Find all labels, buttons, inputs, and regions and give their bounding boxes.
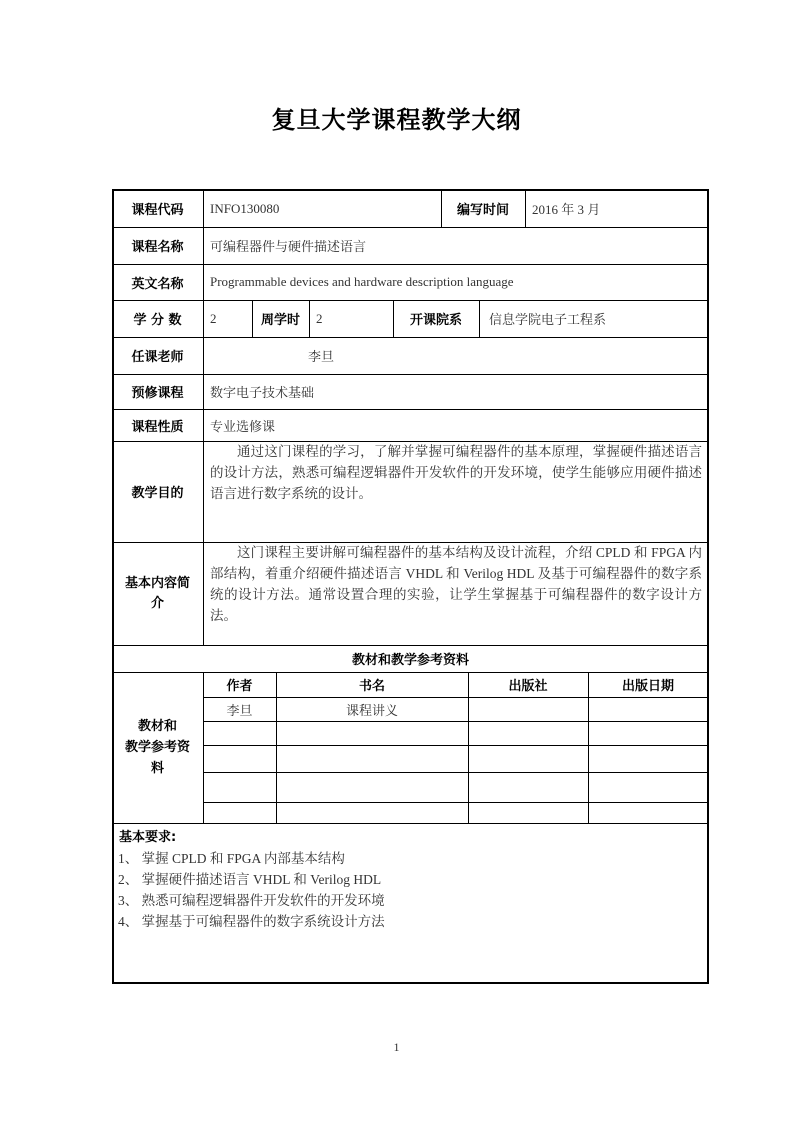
prerequisite-value: 数字电子技术基础 bbox=[210, 385, 315, 400]
ref-author-cell: 李旦 bbox=[226, 702, 253, 718]
date-label: 编写时间 bbox=[456, 203, 509, 218]
content-label bbox=[112, 542, 203, 645]
divider bbox=[112, 823, 709, 824]
column-author: 作者 bbox=[226, 679, 253, 694]
page-number: 1 bbox=[393, 1040, 400, 1054]
date-value: 2016 年 3 月 bbox=[532, 202, 601, 217]
document-title: 复旦大学课程教学大纲 bbox=[271, 106, 522, 134]
prerequisite-label: 预修课程 bbox=[131, 386, 184, 401]
requirement-item: 2、 掌握硬件描述语言 VHDL 和 Verilog HDL bbox=[118, 872, 382, 887]
credit-value: 2 bbox=[210, 310, 217, 326]
english-name-label: 英文名称 bbox=[131, 276, 184, 292]
column-publisher: 出版社 bbox=[508, 679, 548, 694]
requirements-title: 基本要求: bbox=[119, 830, 177, 845]
credit-label: 学 分 数 bbox=[133, 313, 182, 328]
english-name-value: Programmable devices and hardware description language bbox=[210, 274, 514, 289]
teacher-label: 任课老师 bbox=[131, 350, 184, 365]
objective-text: 通过这门课程的学习，了解并掌握可编程器件的基本原理，掌握硬件描述语言的设计方法，熟悉可编程逻辑器件开发软件的开发环境，使学生能够应用硬件描述语言进行数字系统的设计。 bbox=[210, 444, 702, 501]
side-label-line1: 教材和 bbox=[137, 719, 177, 734]
requirement-item: 3、 熟悉可编程逻辑器件开发软件的开发环境 bbox=[118, 893, 385, 908]
course-name-label: 课程名称 bbox=[131, 240, 184, 255]
ref-publisher-cell bbox=[468, 697, 588, 721]
objective-label: 教学目的 bbox=[131, 486, 184, 501]
divider bbox=[203, 745, 709, 746]
column-title: 书名 bbox=[358, 679, 385, 694]
department-value: 信息学院电子工程系 bbox=[489, 312, 607, 327]
requirement-item: 1、 掌握 CPLD 和 FPGA 内部基本结构 bbox=[118, 851, 345, 866]
course-name-value: 可编程器件与硬件描述语言 bbox=[210, 239, 367, 254]
weekly-hours-value: 2 bbox=[316, 310, 323, 326]
content-label-line1: 基本内容简 bbox=[124, 575, 190, 591]
content-label-line2: 介 bbox=[150, 595, 164, 611]
side-label-line3: 料 bbox=[150, 761, 164, 776]
course-code-label: 课程代码 bbox=[131, 203, 184, 218]
references-section-title: 教材和教学参考资料 bbox=[351, 653, 469, 668]
divider bbox=[203, 802, 709, 803]
teacher-value: 李旦 bbox=[308, 349, 335, 364]
department-label: 开课院系 bbox=[409, 313, 462, 328]
weekly-hours-label: 周学时 bbox=[260, 313, 300, 328]
content-text: 这门课程主要讲解可编程器件的基本结构及设计流程，介绍 CPLD 和 FPGA 内部结构，着重介绍硬件描述语言 VHDL 和 Verilog HDL 及基于可编程器件的数字系统的设计方法。通常设置合理的实验，让学生掌握基于可编程器件的数字设计方法。 bbox=[210, 545, 702, 623]
side-label-line2: 教学参考资 bbox=[124, 740, 190, 755]
ref-date-cell bbox=[588, 697, 708, 721]
course-code-value: INFO130080 bbox=[210, 200, 280, 216]
references-side-label bbox=[112, 672, 203, 823]
divider bbox=[203, 772, 709, 773]
course-type-label: 课程性质 bbox=[131, 419, 184, 435]
column-publish-date: 出版日期 bbox=[621, 679, 674, 694]
ref-title-cell: 课程讲义 bbox=[345, 702, 398, 718]
divider bbox=[203, 721, 709, 722]
course-type-value: 专业选修课 bbox=[210, 418, 276, 434]
requirement-item: 4、 掌握基于可编程器件的数字系统设计方法 bbox=[118, 914, 385, 929]
